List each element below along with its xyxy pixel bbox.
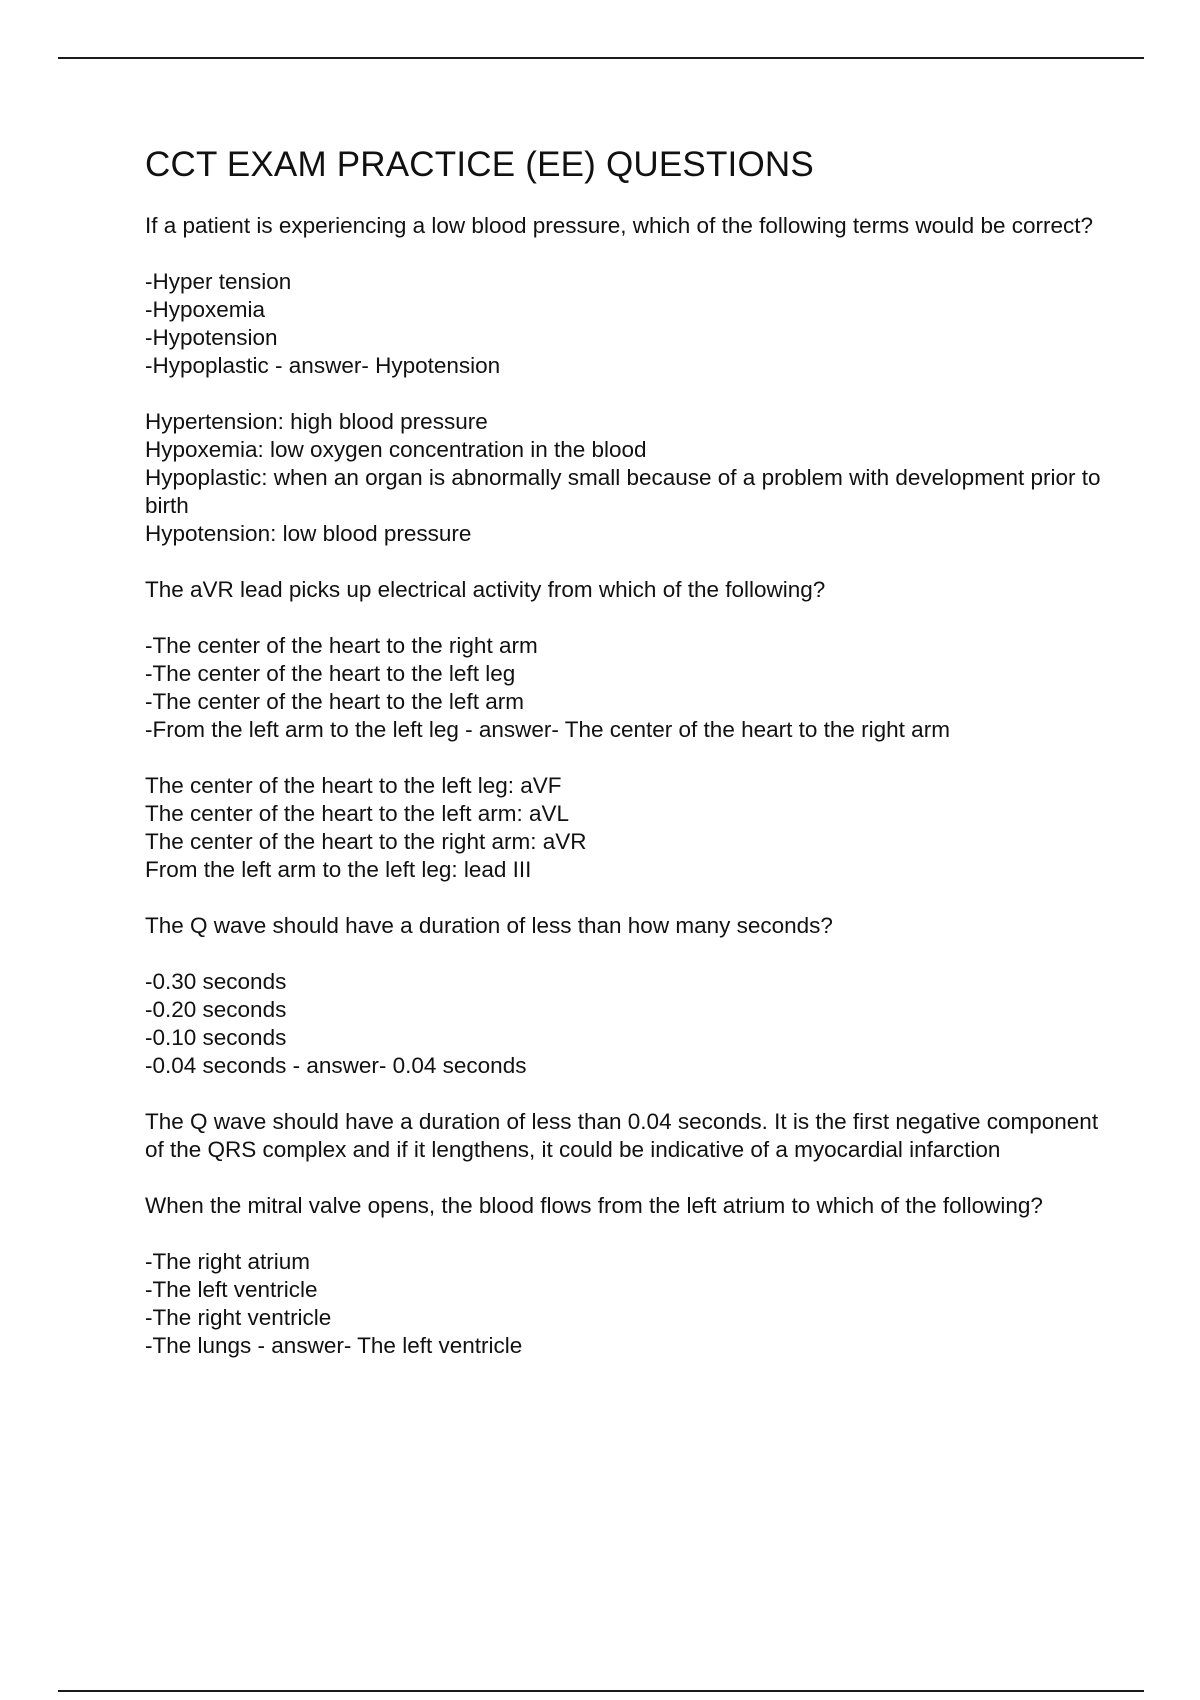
question-1-options <box>145 268 1105 380</box>
question-4-text <box>145 1192 1105 1220</box>
document-title: CCT EXAM PRACTICE (EE) QUESTIONS <box>145 145 814 184</box>
option-item: -0.30 seconds <box>145 969 287 994</box>
question-text: The Q wave should have a duration of less than how many seconds? <box>145 913 833 938</box>
question-3-explanation <box>145 1108 1105 1164</box>
explanation-line: Hypoplastic: when an organ is abnormally small because of a problem with development prior to birth <box>145 465 1107 518</box>
option-item-answer: -From the left arm to the left leg - answer- The center of the heart to the right arm <box>145 717 950 742</box>
question-1-text <box>145 212 1105 240</box>
explanation-line: The center of the heart to the right arm: aVR <box>145 829 587 854</box>
option-item: -The left ventricle <box>145 1277 318 1302</box>
explanation-line: From the left arm to the left leg: lead III <box>145 857 532 882</box>
explanation-line: Hypertension: high blood pressure <box>145 409 488 434</box>
question-text: When the mitral valve opens, the blood flows from the left atrium to which of the following? <box>145 1193 1043 1218</box>
option-item: -The center of the heart to the right arm <box>145 633 538 658</box>
explanation-line: Hypoxemia: low oxygen concentration in the blood <box>145 437 647 462</box>
option-item: -The center of the heart to the left leg <box>145 661 516 686</box>
question-1-explanation <box>145 408 1105 548</box>
option-item: -Hypoxemia <box>145 297 266 322</box>
bottom-rule <box>58 1690 1144 1692</box>
question-text: If a patient is experiencing a low blood pressure, which of the following terms would be correct? <box>145 213 1093 238</box>
option-item-answer: -Hypoplastic - answer- Hypotension <box>145 353 501 378</box>
question-2-options <box>145 632 1105 744</box>
question-3-text <box>145 912 1105 940</box>
option-item: -Hyper tension <box>145 269 292 294</box>
explanation-line: The Q wave should have a duration of less than 0.04 seconds. It is the first negative component of the QRS complex and if it lengthens, it could be indicative of a myocardial infarction <box>145 1109 1105 1162</box>
question-text: The aVR lead picks up electrical activity from which of the following? <box>145 577 826 602</box>
explanation-line: Hypotension: low blood pressure <box>145 521 472 546</box>
option-item-answer: -0.04 seconds - answer- 0.04 seconds <box>145 1053 527 1078</box>
explanation-line: The center of the heart to the left arm: aVL <box>145 801 569 826</box>
explanation-line: The center of the heart to the left leg: aVF <box>145 773 562 798</box>
top-rule <box>58 57 1144 59</box>
question-2-explanation <box>145 772 1105 884</box>
option-item: -The right atrium <box>145 1249 311 1274</box>
option-item: -Hypotension <box>145 325 278 350</box>
question-2-text <box>145 576 1105 604</box>
question-4-options <box>145 1248 1105 1360</box>
option-item: -0.10 seconds <box>145 1025 287 1050</box>
option-item: -The center of the heart to the left arm <box>145 689 524 714</box>
option-item-answer: -The lungs - answer- The left ventricle <box>145 1333 523 1358</box>
option-item: -The right ventricle <box>145 1305 332 1330</box>
option-item: -0.20 seconds <box>145 997 287 1022</box>
document-body <box>145 145 1105 1388</box>
question-3-options <box>145 968 1105 1080</box>
